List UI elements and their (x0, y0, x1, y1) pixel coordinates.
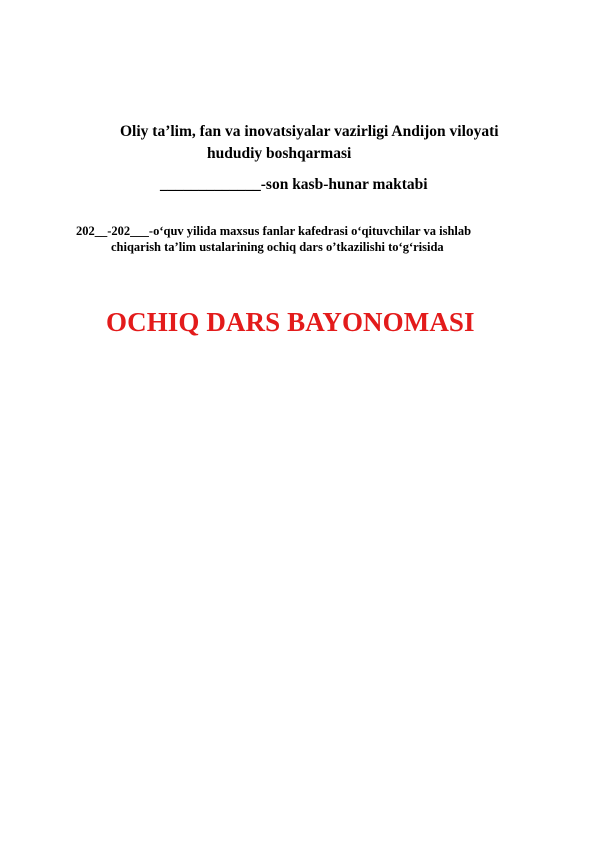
subject-line-1: 202__-202___-o‘quv yilida maxsus fanlar kafedrasi o‘qituvchilar va ishlab (76, 224, 472, 238)
document-title: OCHIQ DARS BAYONOMASI (106, 307, 475, 337)
school-heading: _____________-son kasb-hunar maktabi (160, 176, 428, 193)
ministry-heading-line-2: hududiy boshqarmasi (207, 145, 352, 162)
ministry-heading-line-1: Oliy ta’lim, fan va inovatsiyalar vazirligi Andijon viloyati (120, 123, 499, 140)
subject-line-2: chiqarish ta’lim ustalarining ochiq dars o’tkazilishi to‘g‘risida (111, 240, 444, 254)
